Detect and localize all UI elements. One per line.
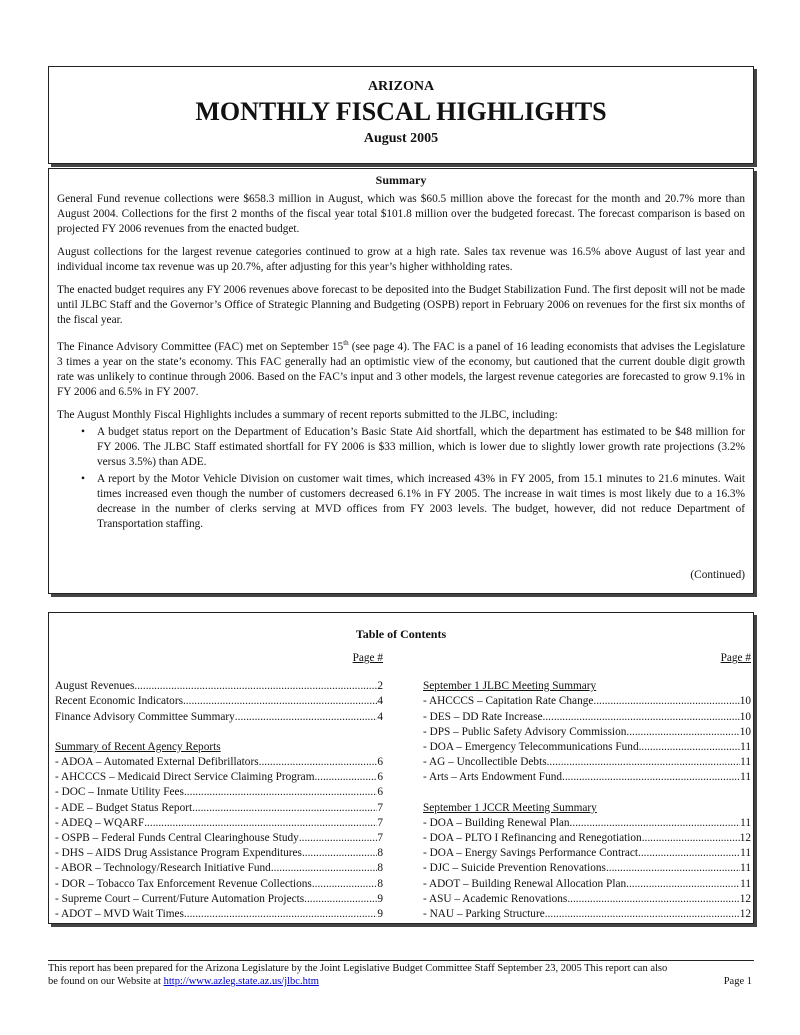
dot-leader [304,892,377,907]
dot-leader [547,755,741,770]
toc-entry [423,710,751,725]
toc-entry-page: 11 [740,756,751,769]
toc-entry-title: - ASU – Academic Renovations [423,892,568,905]
toc-entry-title: - DES – DD Rate Increase [423,710,543,723]
dot-leader [562,770,740,785]
toc-entry [423,831,751,846]
toc-entry [423,816,751,831]
toc-entry [55,877,383,892]
toc-entry-title: - DOC – Inmate Utility Fees [55,786,184,799]
dot-leader [134,679,377,694]
fac-superscript: th [343,339,349,347]
toc-section-heading: September 1 JLBC Meeting Summary [423,680,597,693]
toc-entry-page: 4 [377,695,383,708]
page-number-header: Page # [720,652,751,664]
fac-text-post: (see page 4). The FAC is a panel of 16 leading economists that advises the Legislature 3 times a year on the state’s economy. This FAC generally had an optimistic view of the economy, but cautioned that the current double digit growth rate was unlikely to continue through 2006. Based on the FAC’s input and 3 other models, the largest revenue categories are forecasted to grow 9.1% in FY 2006 and 6.5% in FY 2007. [57,340,745,398]
summary-paragraph: August collections for the largest revenue categories continued to grow at a high rate. Sales tax revenue was 16.5% above August of last year and individual income tax revenue was up 20.7%, after adjusting for this year’s higher withholding rates. [57,246,745,273]
page-number-header: Page # [352,652,383,664]
footer-note-cont: be found on our Website at [48,976,164,987]
dot-leader [271,861,378,876]
toc-entry-page: 8 [377,862,383,875]
toc-entry-title: - ADOT – Building Renewal Allocation Plan [423,877,627,890]
toc-entry-title: - ADOT – MVD Wait Times [55,908,184,921]
toc-entry [55,816,383,831]
toc-entry-page: 11 [740,816,751,829]
toc-entry-page: 11 [740,771,751,784]
toc-entry-page: 11 [740,741,751,754]
toc-entry-title: - ADE – Budget Status Report [55,801,193,814]
dot-leader [144,816,377,831]
toc-entry [423,846,751,861]
toc-entry [423,877,751,892]
reports-bullet-list [57,425,745,532]
toc-entry-title: August Revenues [55,680,135,693]
toc-entry-page: 10 [739,710,751,723]
toc-entry-page: 9 [377,892,383,905]
toc-entry-page: 6 [377,771,383,784]
toc-entry [423,770,751,785]
footer [48,962,754,988]
toc-entry-title: - ABOR – Technology/Research Initiative Fund [55,862,271,875]
toc-entry [423,907,751,922]
toc-entry-title: - AHCCCS – Capitation Rate Change [423,695,594,708]
dot-leader [312,877,378,892]
toc-entry [423,755,751,770]
toc-entry-page: 7 [377,816,383,829]
toc-section-heading: Summary of Recent Agency Reports [55,740,221,753]
dot-leader [302,846,377,861]
summary-box [48,168,754,594]
dot-leader [570,816,741,831]
toc-entry [423,861,751,876]
bullet-text: A report by the Motor Vehicle Division on customer wait times, which increased 43% in FY 2005, from 15.1 minutes to 21.6 minutes. Wait times increased even though the number of customers decreased 6.1% in FY 2005. The increase in wait times is most likely due to a 16.3% decrease in the number of clerks serving at MVD offices from FY 2003 levels. The budget, however, did not reduce Department of Transportation staffing. [97,472,745,530]
table-of-contents-box [48,612,754,924]
toc-jccr-entries [423,816,751,922]
toc-main-entries [55,679,383,725]
toc-entry-page: 4 [377,710,383,723]
toc-entry-title: - NAU – Parking Structure [423,908,545,921]
dot-leader [184,785,377,800]
website-link[interactable]: http://www.azleg.state.az.us/jlbc.htm [163,976,319,987]
dot-leader [299,831,378,846]
toc-entry-page: 8 [377,877,383,890]
toc-entry-title: - OSPB – Federal Funds Central Clearinghouse Study [55,832,299,845]
toc-entry-title: - DPS – Public Safety Advisory Commission [423,725,627,738]
toc-entry-page: 6 [377,786,383,799]
toc-entry-title: - DJC – Suicide Prevention Renovations [423,862,606,875]
toc-entry-page: 7 [377,832,383,845]
toc-entry-title: Recent Economic Indicators [55,695,183,708]
toc-entry [55,907,383,922]
toc-entry-page: 7 [377,801,383,814]
toc-entry [55,710,383,725]
toc-heading: Table of Contents [355,627,447,641]
toc-entry [55,801,383,816]
dot-leader [606,861,740,876]
toc-entry-page: 11 [740,862,751,875]
toc-entry [55,846,383,861]
toc-entry [55,679,383,694]
masthead-box [48,66,754,164]
toc-entry [55,892,383,907]
toc-entry [423,740,751,755]
footer-divider [48,960,754,961]
dot-leader [545,907,740,922]
dot-leader [593,694,739,709]
toc-entry [55,785,383,800]
fac-text-pre: The Finance Advisory Committee (FAC) met on September 15 [57,340,344,353]
dot-leader [184,907,377,922]
page-number: Page 1 [723,976,752,987]
footer-note: This report has been prepared for the Arizona Legislature by the Joint Legislative Budget Committee Staff September 23, 2005 This report can also [48,963,668,974]
toc-entry-page: 12 [739,892,751,905]
toc-entry-page: 12 [739,832,751,845]
toc-entry-title: - DOA – Building Renewal Plan [423,816,570,829]
toc-entry-page: 8 [377,847,383,860]
toc-entry-page: 6 [377,756,383,769]
bullet-icon: • [81,425,85,438]
dot-leader [626,877,740,892]
dot-leader [638,846,740,861]
toc-entry [55,755,383,770]
toc-entry-title: - DOA – PLTO I Refinancing and Renegotiation [423,832,642,845]
toc-entry-title: - AHCCCS – Medicaid Direct Service Claiming Program [55,771,315,784]
toc-entry [55,770,383,785]
list-item [81,472,745,532]
summary-paragraph: General Fund revenue collections were $658.3 million in August, which was $60.5 million above the forecast for the month and 20.7% more than August 2004. Collections for the first 2 months of the fiscal year total $101.8 million over the budgeted forecast. The forecast comparison is based on projected FY 2006 revenues from the enacted budget. [57,193,745,235]
toc-entry-title: - ADEQ – WQARF [55,816,145,829]
toc-entry-page: 12 [739,908,751,921]
toc-entry [55,861,383,876]
toc-entry-title: - ADOA – Automated External Defibrillators [55,756,259,769]
bullet-text: A budget status report on the Department of Education’s Basic State Aid shortfall, which the department has estimated to be $48 million for FY 2006. The JLBC Staff estimated shortfall for FY 2006 is $33 million, which is lower due to slightly lower growth rate projections (3.2% versus 3.5%) than ADE. [97,425,745,468]
toc-entry-page: 11 [740,877,751,890]
reports-intro: The August Monthly Fiscal Highlights includes a summary of recent reports submitted to the JLBC, including: [57,408,558,421]
toc-entry [55,694,383,709]
toc-entry-page: 9 [377,908,383,921]
list-item [81,425,745,470]
toc-entry-title: - AG – Uncollectible Debts [423,756,547,769]
toc-entry-title: - DOR – Tobacco Tax Enforcement Revenue Collections [55,877,312,890]
publication-date: August 2005 [363,131,439,146]
dot-leader [567,892,739,907]
summary-paragraph: The enacted budget requires any FY 2006 revenues above forecast to be deposited into the Budget Stabilization Fund. The first deposit will not be made until JLBC Staff and the Governor’s Office of Strategic Planning and Budgeting (OSPB) report in February 2006 on revenues for the first six months of the fiscal year. [57,284,745,326]
dot-leader [642,831,740,846]
toc-entry [423,694,751,709]
dot-leader [183,694,377,709]
dot-leader [543,710,740,725]
toc-entry-title: - DHS – AIDS Drug Assistance Program Expenditures [55,847,302,860]
toc-entry-title: - Arts – Arts Endowment Fund [423,771,563,784]
bullet-icon: • [81,472,85,485]
toc-entry-title: - Supreme Court – Current/Future Automation Projects [55,892,305,905]
toc-entry-page: 10 [739,695,751,708]
toc-entry [423,725,751,740]
summary-heading: Summary [375,173,427,187]
fac-paragraph [57,336,745,400]
dot-leader [192,801,377,816]
dot-leader [639,740,741,755]
dot-leader [235,710,378,725]
dot-leader [626,725,739,740]
toc-section-heading: September 1 JCCR Meeting Summary [423,801,597,814]
continued-note: (Continued) [690,569,745,581]
toc-entry [55,831,383,846]
toc-entry-page: 2 [377,680,383,693]
publication-title: MONTHLY FISCAL HIGHLIGHTS [195,97,607,126]
toc-entry-page: 10 [739,725,751,738]
toc-entry [423,892,751,907]
toc-right-column [423,651,751,922]
dot-leader [259,755,378,770]
state-name: ARIZONA [367,79,435,94]
toc-entry-title: - DOA – Emergency Telecommunications Fund [423,741,639,754]
toc-agency-reports [55,755,383,922]
toc-left-column [55,651,383,922]
toc-entry-page: 11 [740,847,751,860]
dot-leader [314,770,377,785]
toc-jlbc-entries [423,694,751,785]
toc-entry-title: - DOA – Energy Savings Performance Contract [423,847,639,860]
toc-entry-title: Finance Advisory Committee Summary [55,710,235,723]
